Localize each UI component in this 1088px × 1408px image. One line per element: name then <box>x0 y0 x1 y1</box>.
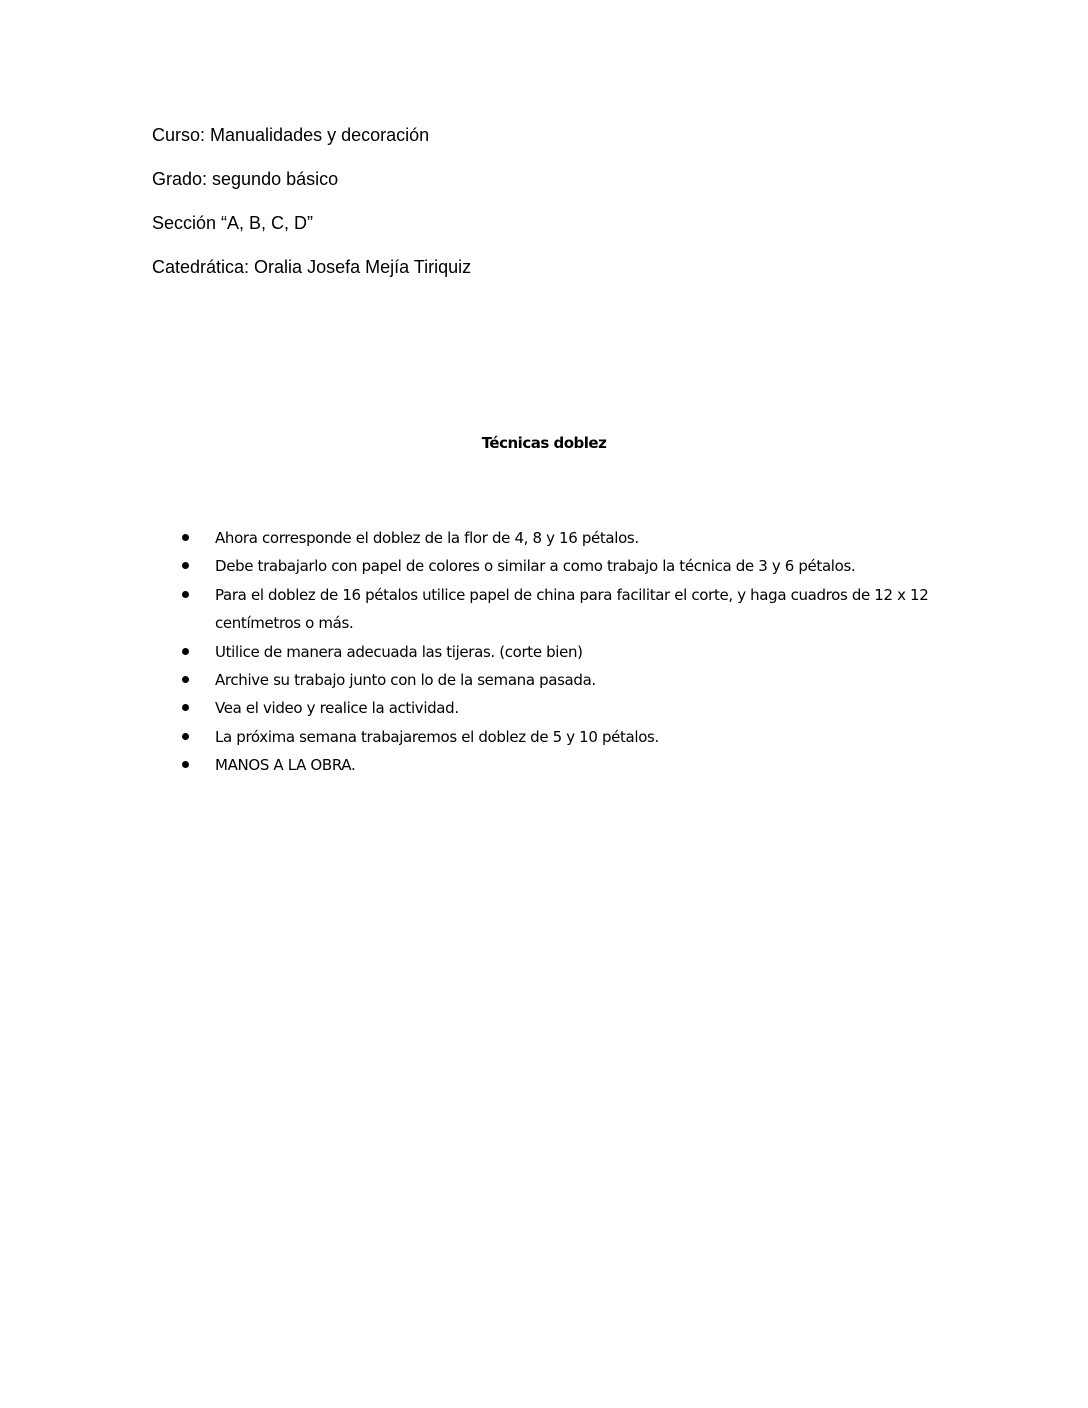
bullet-icon <box>182 676 189 683</box>
document-header <box>152 124 471 300</box>
list-item-text: Debe trabajarlo con papel de colores o similar a como trabajo la técnica de 3 y 6 pétalos. <box>215 557 856 576</box>
bullet-icon <box>182 733 189 740</box>
grade-line: Grado: segundo básico <box>152 169 339 189</box>
list-item <box>180 723 950 751</box>
bullet-icon <box>182 761 189 768</box>
list-item <box>180 638 950 666</box>
list-item-text: Utilice de manera adecuada las tijeras. (corte bien) <box>215 642 583 661</box>
instructions-list <box>180 524 950 780</box>
list-item-text: Ahora corresponde el doblez de la flor de 4, 8 y 16 pétalos. <box>215 529 639 547</box>
list-item-text: Para el doblez de 16 pétalos utilice papel de china para facilitar el corte, y haga cuadros de 12 x 12 centímetros o más. <box>215 585 929 633</box>
bullet-icon <box>182 534 189 541</box>
list-item-text: La próxima semana trabajaremos el doblez de 5 y 10 pétalos. <box>215 727 659 746</box>
section-line: Sección “A, B, C, D” <box>152 213 314 233</box>
teacher-line: Catedrática: Oralia Josefa Mejía Tiriquiz <box>152 257 472 277</box>
bullet-icon <box>182 648 189 655</box>
bullet-icon <box>182 704 189 711</box>
list-item <box>180 666 950 694</box>
list-item-text: Archive su trabajo junto con lo de la semana pasada. <box>215 671 596 690</box>
bullet-icon <box>182 591 189 598</box>
bullet-icon <box>182 562 189 569</box>
document-title: Técnicas doblez <box>481 434 607 452</box>
list-item <box>180 552 950 580</box>
list-item <box>180 694 950 722</box>
list-item <box>180 581 950 638</box>
list-item <box>180 524 950 552</box>
list-item <box>180 751 950 779</box>
list-item-text: Vea el video y realice la actividad. <box>215 699 459 718</box>
course-line: Curso: Manualidades y decoración <box>152 125 430 145</box>
list-item-text: MANOS A LA OBRA. <box>215 756 356 775</box>
